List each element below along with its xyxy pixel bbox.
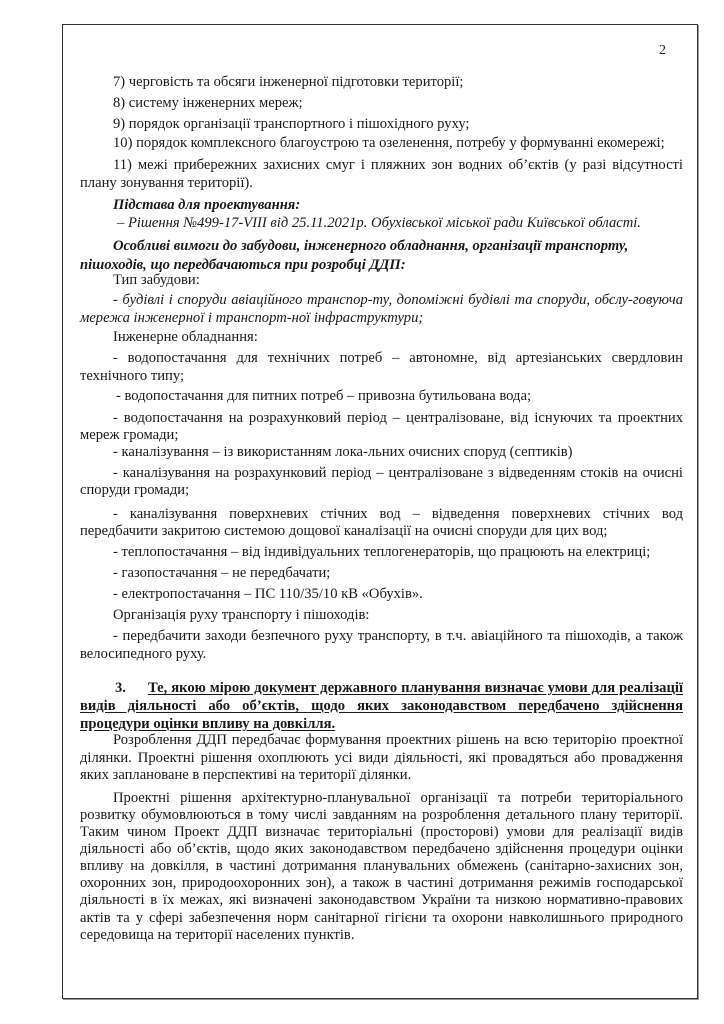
section3-para2-line1: Проектні рішення архітектурно-планувальної організації та потреби територіального (113, 790, 683, 806)
basis-decision: – Рішення №499-17-VIII від 25.11.2021р. Обухівської міської ради Київської області. (117, 215, 641, 231)
engineering-item-sewage-future-line1: - каналізування на розрахунковий період – централізоване з відведенням стоків на очисні (113, 465, 683, 481)
basis-heading: Підстава для проектування: (113, 197, 301, 213)
engineering-label: Інженерне обладнання: (113, 329, 258, 345)
section3-para2-line4: діяльності або об’єктів, щодо яких законодавством передбачено здійснення процедури оцінки (80, 841, 683, 857)
requirements-heading-line2: пішоходів, що передбачаються при розробці ДДП: (80, 257, 406, 273)
section3-para2-line3: Таким чином Проект ДДП визначає територіальні (просторові) умови для реалізації видів (80, 824, 683, 840)
engineering-item-stormwater-line2: передбачити закритою системою дощової каналізації на очисні споруди для цих вод; (80, 523, 608, 539)
building-type-line1: - будівлі і споруди авіаційного транспор-ту, допоміжні будівлі та споруди, обслу-говуюча (113, 292, 683, 308)
engineering-item-water-drinking: - водопостачання для питних потреб – привозна бутильована вода; (116, 388, 532, 404)
section3-para2-line7: діяльності в їх межах, які визначені законодавством України та низкою нормативно-правових (80, 892, 683, 908)
section3-para2-line9: середовища на території населених пунктів. (80, 927, 355, 943)
engineering-item-gas: - газопостачання – не передбачати; (113, 565, 331, 581)
traffic-line2: велосипедного руху. (80, 646, 207, 662)
traffic-line1: - передбачити заходи безпечного руху транспорту, в т.ч. авіаційного та пішоходів, а також (113, 628, 683, 644)
list-item-9: 9) порядок організації транспортного і пішохідного руху; (113, 116, 470, 132)
section3-para1-line3: яких заплановане в перспективі на території ділянки. (80, 767, 412, 783)
engineering-item-stormwater-line1: - каналізування поверхневих стічних вод – відведення поверхневих стічних вод (113, 506, 683, 522)
section3-para2-line6: охоронних зон, природоохоронних зон), а також в частині дотримання режимів господарської (80, 875, 683, 891)
section3-para1-line1: Розроблення ДДП передбачає формування проектних рішень на всю територію проектної (113, 732, 683, 748)
list-item-8: 8) систему інженерних мереж; (113, 95, 303, 111)
requirements-heading-line1: Особливі вимоги до забудови, інженерного обладнання, організації транспорту, (113, 238, 629, 254)
section3-para2-line2: розвитку обумовлюються в тому числі завданням на розроблення детального плану території. (80, 807, 683, 823)
list-item-11-line2: плану зонування території). (80, 175, 253, 191)
building-type-line2: мережа інженерної і транспорт-ної інфраструктури; (80, 310, 424, 326)
section3-heading-line2: видів діяльності або об’єктів, щодо яких законодавством передбачено здійснення (80, 698, 683, 714)
traffic-label: Організація руху транспорту і пішоходів: (113, 607, 370, 623)
engineering-item-electricity: - електропостачання – ПС 110/35/10 кВ «Обухів». (113, 586, 423, 602)
section3-heading-line1: Те, якою мірою документ державного планування визначає умови для реалізації (148, 680, 683, 696)
list-item-11-line1: 11) межі прибережних захисних смуг і пляжних зон водних об’єктів (у разі відсутності (113, 157, 683, 173)
engineering-item-sewage-future-line2: споруди громади; (80, 482, 190, 498)
section3-para1-line2: ділянки. Проектні рішення охоплюють усі види діяльності, які провадяться або провадження (80, 750, 683, 766)
page-number: 2 (659, 43, 666, 58)
list-item-7: 7) черговість та обсяги інженерної підготовки території; (113, 74, 464, 90)
section3-para2-line8: актів та у сфері забезпечення норм санітарної гігієни та охорони навколишнього природного (80, 910, 683, 926)
list-item-10: 10) порядок комплексного благоустрою та озеленення, потребу у формуванні екомережі; (113, 135, 665, 151)
engineering-item-sewage-local: - каналізування – із використанням лока-льних очисних споруд (септиків) (113, 444, 573, 460)
section3-number: 3. (115, 680, 126, 696)
engineering-item-water-tech-line1: - водопостачання для технічних потреб – автономне, від артезіанських свердловин (113, 350, 683, 366)
engineering-item-water-future-line2: мереж громади; (80, 427, 179, 443)
engineering-item-heating: - теплопостачання – від індивідуальних теплогенераторів, що працюють на електриці; (113, 544, 651, 560)
engineering-item-water-tech-line2: технічного типу; (80, 368, 184, 384)
engineering-item-water-future-line1: - водопостачання на розрахунковий період – централізоване, від існуючих та проектних (113, 410, 683, 426)
section3-para2-line5: впливу на довкілля, в частині дотримання планувальних обмежень (санітарно-захисних зон, (80, 858, 683, 874)
section3-heading-line3: процедури оцінки впливу на довкілля. (80, 716, 336, 732)
building-type-label: Тип забудови: (113, 272, 200, 288)
